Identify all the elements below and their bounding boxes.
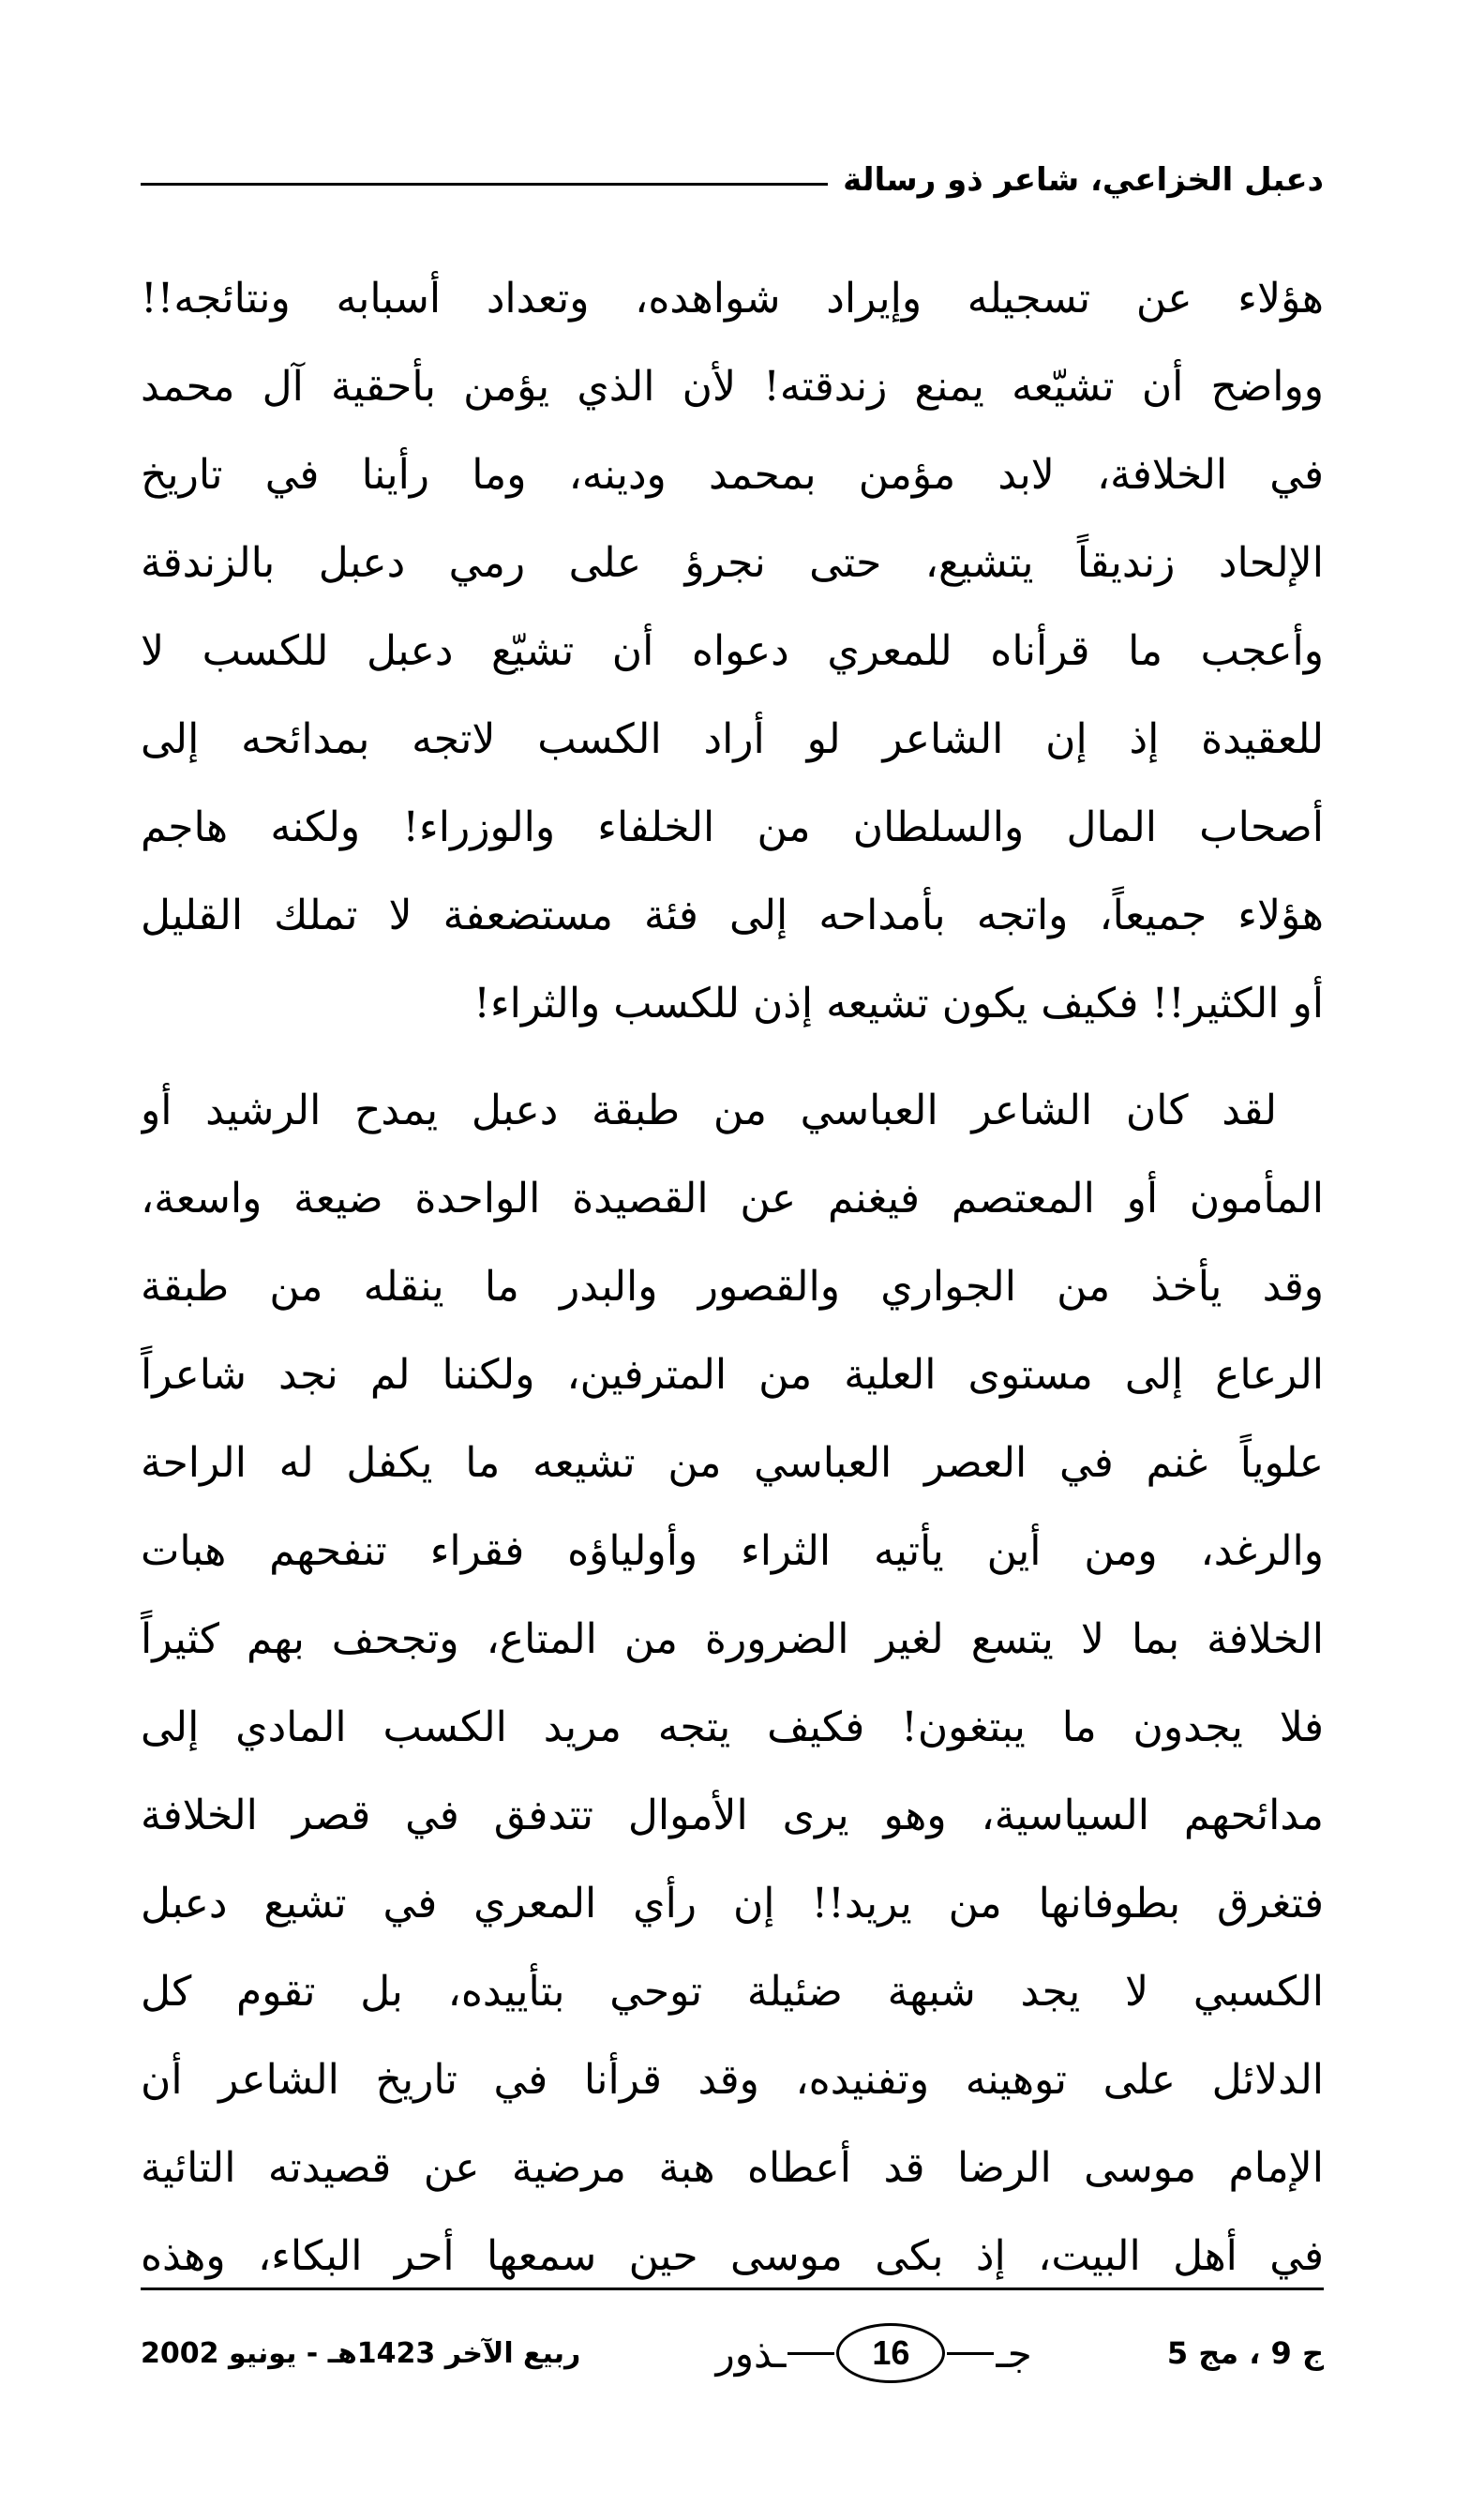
page-footer	[141, 2288, 1324, 2400]
text-line: أصحاب المال والسلطان من الخلفاء والوزراء! ولكنه هاجم	[141, 803, 1324, 851]
body-text	[141, 255, 1324, 2301]
journal-dash	[947, 2352, 994, 2355]
text-line: فلا يجدون ما يبتغون! فكيف يتجه مريد الكسب المادي إلى	[141, 1703, 1324, 1751]
book-page	[141, 131, 1324, 2400]
text-line: لقد كان الشاعر العباسي من طبقة دعبل يمدح الرشيد أو	[141, 1087, 1277, 1134]
running-header	[141, 152, 1324, 208]
text-line: الرعاع إلى مستوى العلية من المترفين، ولكننا لم نجد شاعراً	[141, 1351, 1324, 1399]
journal-dash	[788, 2352, 834, 2355]
footer-rule	[141, 2288, 1324, 2290]
issue-info: ج 9 ، مج 5	[1166, 2335, 1324, 2371]
paragraph-gap	[141, 1048, 1324, 1067]
header-rule	[141, 183, 828, 186]
paragraph-2	[141, 1067, 1324, 2301]
text-line: في أهل البيت، إذ بكى موسى حين سمعها أحر البكاء، وهذه	[141, 2232, 1324, 2280]
footer-row	[141, 2316, 1324, 2391]
text-line: وأعجب ما قرأناه للمعري دعواه أن تشيّع دعبل للكسب لا	[141, 627, 1324, 675]
text-line: للعقيدة إذ إن الشاعر لو أراد الكسب لاتجه بمدائحه إلى	[141, 715, 1324, 763]
text-line: في الخلافة، لابد مؤمن بمحمد ودينه، وما رأينا في تاريخ	[141, 451, 1324, 499]
text-line: الكسبي لا يجد شبهة ضئيلة توحي بتأييده، بل تقوم كل	[141, 1968, 1324, 2016]
running-title: دعبل الخزاعي، شاعر ذو رسالة	[843, 161, 1324, 199]
text-line: الدلائل على توهينه وتفنيده، وقد قرأنا في تاريخ الشاعر أن	[141, 2056, 1324, 2104]
text-line: فتغرق بطوفانها من يريد!! إن رأي المعري في تشيع دعبل	[141, 1880, 1324, 1928]
paragraph-1	[141, 255, 1324, 1048]
text-line: هؤلاء جميعاً، واتجه بأمداحه إلى فئة مستضعفة لا تملك القليل	[141, 892, 1324, 939]
text-line: الخلافة بما لا يتسع لغير الضرورة من المتاع، وتجحف بهم كثيراً	[141, 1615, 1324, 1663]
text-line: الإلحاد زنديقاً يتشيع، حتى نجرؤ على رمي دعبل بالزندقة	[141, 539, 1324, 587]
page-number: 16	[836, 2323, 945, 2383]
journal-name	[715, 2323, 1031, 2383]
journal-name-start: جـ	[996, 2330, 1032, 2377]
journal-name-end: ـذور	[715, 2330, 787, 2377]
text-line: وواضح أن تشيّعه يمنع زندقته! لأن الذي يؤمن بأحقية آل محمد	[141, 363, 1324, 411]
text-line: علوياً غنم في العصر العباسي من تشيعه ما يكفل له الراحة	[141, 1439, 1324, 1487]
text-line: وقد يأخذ من الجواري والقصور والبدر ما ينقله من طبقة	[141, 1263, 1324, 1311]
text-line: أو الكثير!! فكيف يكون تشيعه إذن للكسب والثراء!	[473, 980, 1324, 1028]
text-line: الإمام موسى الرضا قد أعطاه هبة مرضية عن قصيدته التائية	[141, 2144, 1324, 2192]
text-line: مدائحهم السياسية، وهو يرى الأموال تتدفق في قصر الخلافة	[141, 1792, 1324, 1839]
text-line: هؤلاء عن تسجيله وإيراد شواهده، وتعداد أسبابه ونتائجه!!	[141, 275, 1324, 322]
text-line: والرغد، ومن أين يأتيه الثراء وأولياؤه فقراء تنفحهم هبات	[141, 1527, 1324, 1575]
text-line: المأمون أو المعتصم فيغنم عن القصيدة الواحدة ضيعة واسعة،	[141, 1175, 1324, 1222]
issue-date: ربيع الآخر 1423هـ - يونيو 2002	[141, 2336, 581, 2370]
